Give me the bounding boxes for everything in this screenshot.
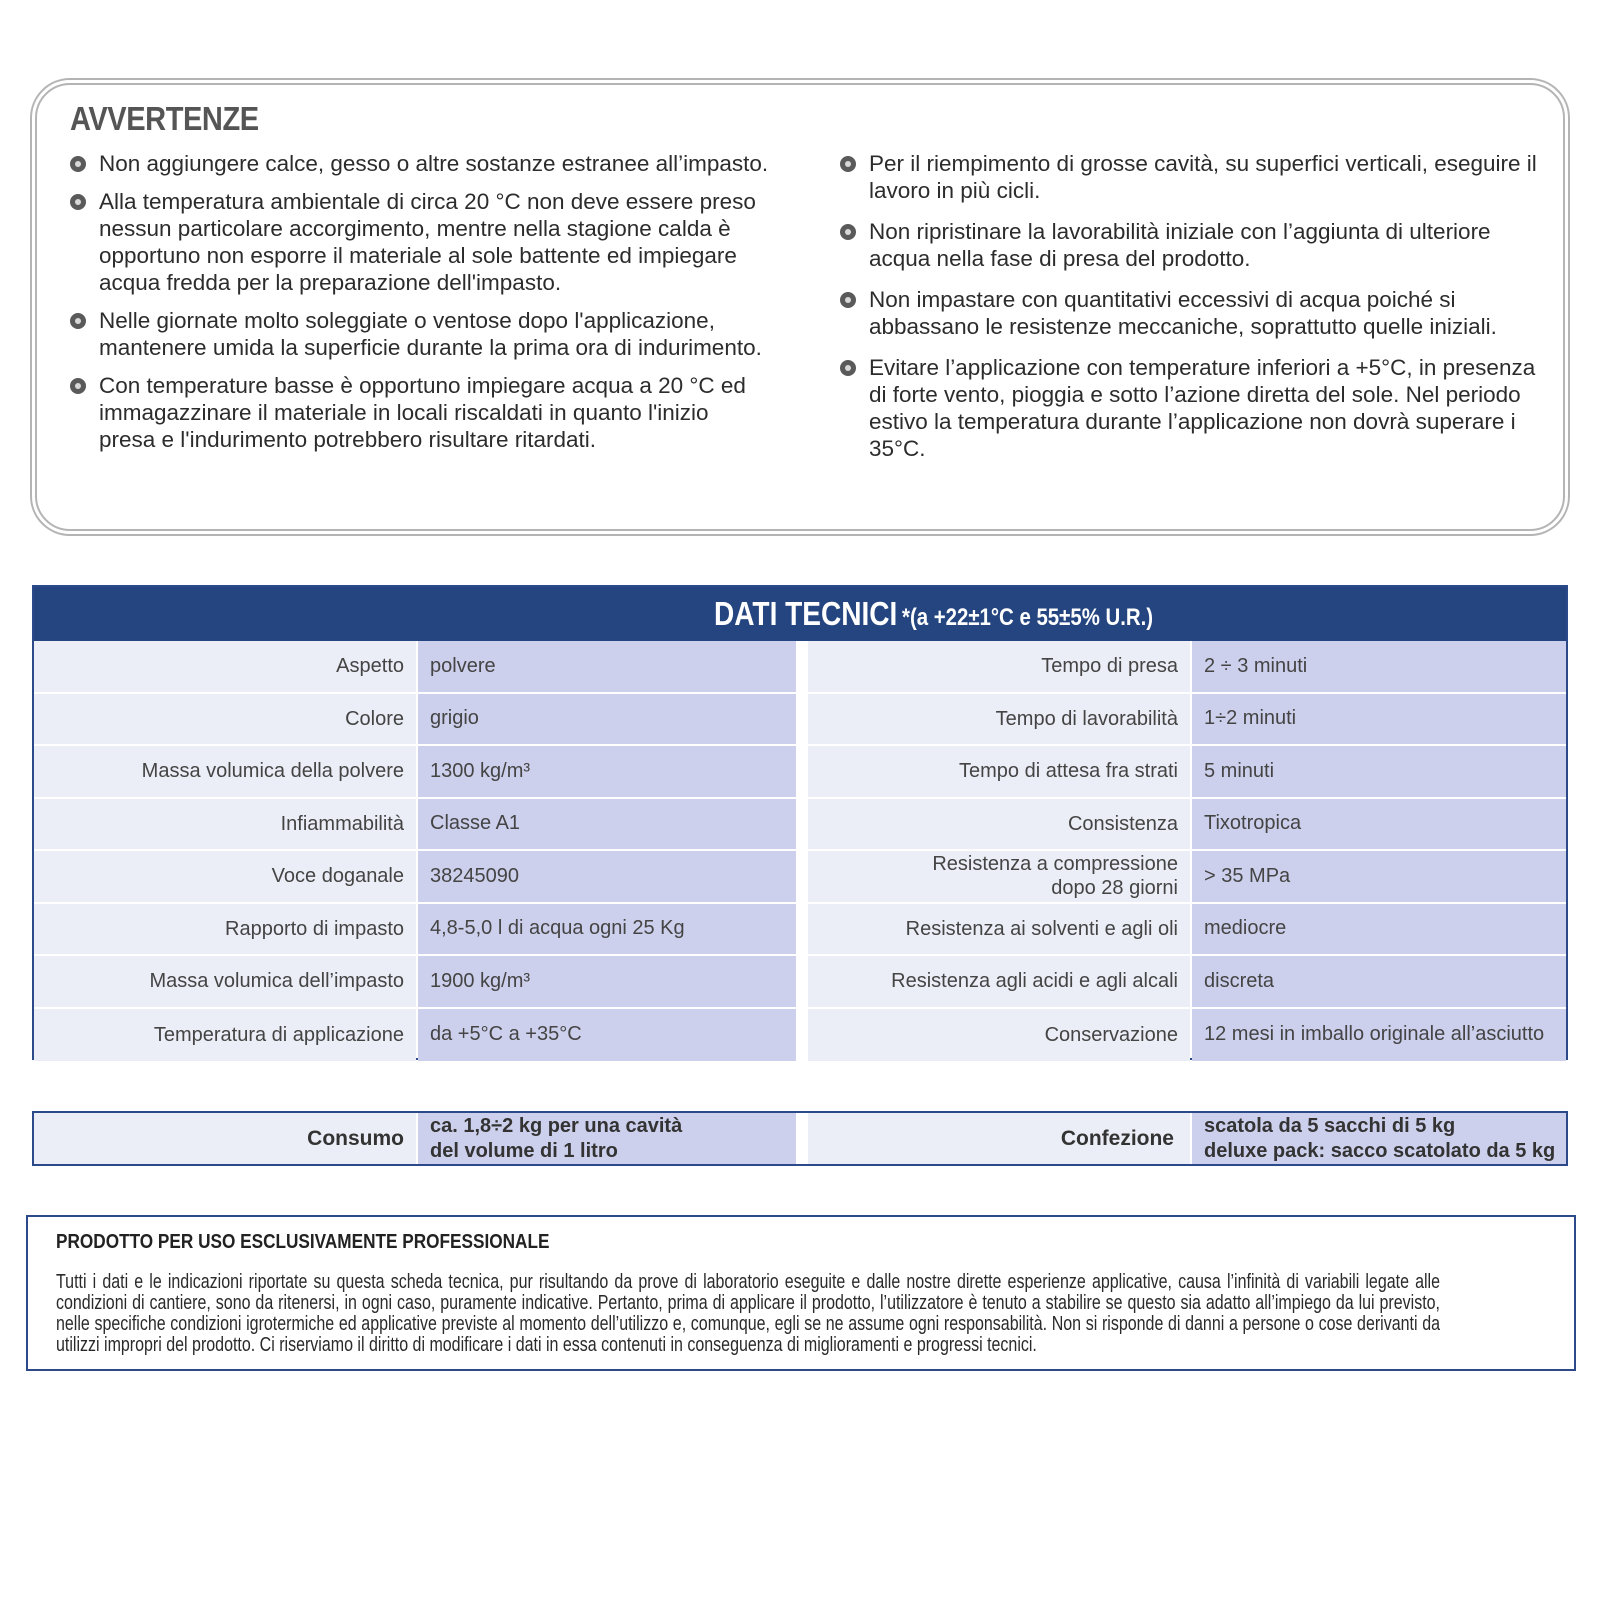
tech-data-title: DATI TECNICI: [714, 595, 898, 632]
table-row: [808, 694, 1566, 747]
row-value: 5 minuti: [1192, 746, 1566, 797]
bullet-icon: [70, 378, 86, 394]
consumption-cell: [34, 1113, 796, 1164]
tech-data-note: *(a +22±1°C e 55±5% U.R.): [902, 604, 1154, 631]
table-row: [808, 904, 1566, 957]
row-value: 1900 kg/m³: [418, 956, 796, 1007]
bullet-icon: [840, 292, 856, 308]
row-value: 12 mesi in imballo originale all’asciutto: [1192, 1009, 1566, 1062]
warnings-list-left: [70, 150, 770, 464]
packaging-cell: [808, 1113, 1566, 1164]
table-row: [34, 799, 796, 852]
table-row: [34, 641, 796, 694]
row-label: Infiammabilità: [34, 799, 416, 850]
row-label: Tempo di lavorabilità: [808, 694, 1190, 745]
table-row: [34, 904, 796, 957]
consumption-value: ca. 1,8÷2 kg per una cavità del volume di 1 litro: [418, 1113, 796, 1164]
row-label: Conservazione: [808, 1009, 1190, 1062]
bullet-icon: [840, 156, 856, 172]
table-row: [808, 746, 1566, 799]
tech-data-header: [34, 587, 1566, 641]
row-value: Tixotropica: [1192, 799, 1566, 850]
row-label: Colore: [34, 694, 416, 745]
warning-item: Non ripristinare la lavorabilità iniziale con l’aggiunta di ulteriore acqua nella fase di presa del prodotto.: [840, 218, 1540, 272]
table-row: [34, 956, 796, 1009]
row-label: Tempo di presa: [808, 641, 1190, 692]
row-label: Massa volumica dell’impasto: [34, 956, 416, 1007]
warning-item: Non impastare con quantitativi eccessivi di acqua poiché si abbassano le resistenze meccaniche, soprattutto quelle iniziali.: [840, 286, 1540, 340]
disclaimer-text: Tutti i dati e le indicazioni riportate su questa scheda tecnica, pur risultando da prove di laboratorio eseguite e dalle nostre dirette esperienze applicative, causa l’infinità di variabili legate alle condizioni di cantiere, sono da ritenersi, in ogni caso, puramente indicative. Pertanto, prima di applicare il prodotto, l’utilizzatore è tenuto a stabilire se questo sia adatto all’impiego da lui previsto, nelle specifiche condizioni igrotermiche ed applicative previste al momento dell’utilizzo e, comunque, egli se ne assume ogni responsabilità. Non si risponde di danni a persone o cose derivanti da utilizzi impropri del prodotto. Ci riserviamo il diritto di modificare i dati in essa contenuti in conseguenza di miglioramenti e progressi tecnici.: [56, 1271, 1440, 1356]
professional-use-box: [26, 1215, 1576, 1371]
bullet-icon: [70, 194, 86, 210]
row-label: Massa volumica della polvere: [34, 746, 416, 797]
row-value: grigio: [418, 694, 796, 745]
packaging-label: Confezione: [808, 1113, 1190, 1164]
row-value: Classe A1: [418, 799, 796, 850]
row-value: 1÷2 minuti: [1192, 694, 1566, 745]
row-value: 38245090: [418, 851, 796, 902]
warning-item: Evitare l’applicazione con temperature inferiori a +5°C, in presenza di forte vento, pioggia e sotto l’azione diretta del sole. Nel periodo estivo la temperatura durante l’applicazione non dovrà superare i 35°C.: [840, 354, 1540, 462]
row-label: Resistenza ai solventi e agli oli: [808, 904, 1190, 955]
tech-data-left-column: [34, 641, 796, 1061]
row-value: da +5°C a +35°C: [418, 1009, 796, 1062]
table-row: [808, 1009, 1566, 1062]
warning-item: Con temperature basse è opportuno impiegare acqua a 20 °C ed immagazzinare il materiale in locali riscaldati in quanto l'inizio presa e l'indurimento potrebbero risultare ritardati.: [70, 372, 770, 453]
warnings-title: AVVERTENZE: [70, 100, 259, 137]
row-label: Aspetto: [34, 641, 416, 692]
row-value: 1300 kg/m³: [418, 746, 796, 797]
column-divider: [796, 641, 808, 1060]
row-value: polvere: [418, 641, 796, 692]
row-label: Voce doganale: [34, 851, 416, 902]
tech-data-right-column: [808, 641, 1566, 1061]
warning-item: Non aggiungere calce, gesso o altre sostanze estranee all’impasto.: [70, 150, 770, 177]
table-row: [34, 1009, 796, 1062]
row-label: Resistenza a compressione dopo 28 giorni: [808, 851, 1190, 902]
table-row: [808, 851, 1566, 904]
warning-item: Nelle giornate molto soleggiate o ventose dopo l'applicazione, mantenere umida la superficie durante la prima ora di indurimento.: [70, 307, 770, 361]
row-label: Rapporto di impasto: [34, 904, 416, 955]
row-value: discreta: [1192, 956, 1566, 1007]
warning-item: Alla temperatura ambientale di circa 20 °C non deve essere preso nessun particolare accorgimento, mentre nella stagione calda è opportuno non esporre il materiale al sole battente ed impiegare acqua fredda per la preparazione dell'impasto.: [70, 188, 770, 296]
consumption-label: Consumo: [34, 1113, 416, 1164]
table-row: [808, 799, 1566, 852]
tech-data-table: [32, 585, 1568, 1060]
consumption-packaging-table: [32, 1111, 1568, 1166]
professional-use-title: PRODOTTO PER USO ESCLUSIVAMENTE PROFESSIONALE: [56, 1231, 550, 1253]
bullet-icon: [840, 360, 856, 376]
row-label: Consistenza: [808, 799, 1190, 850]
row-value: mediocre: [1192, 904, 1566, 955]
row-value: 2 ÷ 3 minuti: [1192, 641, 1566, 692]
bullet-icon: [70, 313, 86, 329]
row-label: Resistenza agli acidi e agli alcali: [808, 956, 1190, 1007]
packaging-value: scatola da 5 sacchi di 5 kg deluxe pack: sacco scatolato da 5 kg: [1192, 1113, 1566, 1164]
row-value: 4,8-5,0 l di acqua ogni 25 Kg: [418, 904, 796, 955]
table-row: [808, 641, 1566, 694]
table-row: [34, 694, 796, 747]
row-value: > 35 MPa: [1192, 851, 1566, 902]
warnings-list-right: [840, 150, 1540, 476]
table-row: [808, 956, 1566, 1009]
table-row: [34, 851, 796, 904]
table-row: [34, 746, 796, 799]
bullet-icon: [70, 156, 86, 172]
bullet-icon: [840, 224, 856, 240]
warning-item: Per il riempimento di grosse cavità, su superfici verticali, eseguire il lavoro in più cicli.: [840, 150, 1540, 204]
row-label: Tempo di attesa fra strati: [808, 746, 1190, 797]
row-label: Temperatura di applicazione: [34, 1009, 416, 1062]
